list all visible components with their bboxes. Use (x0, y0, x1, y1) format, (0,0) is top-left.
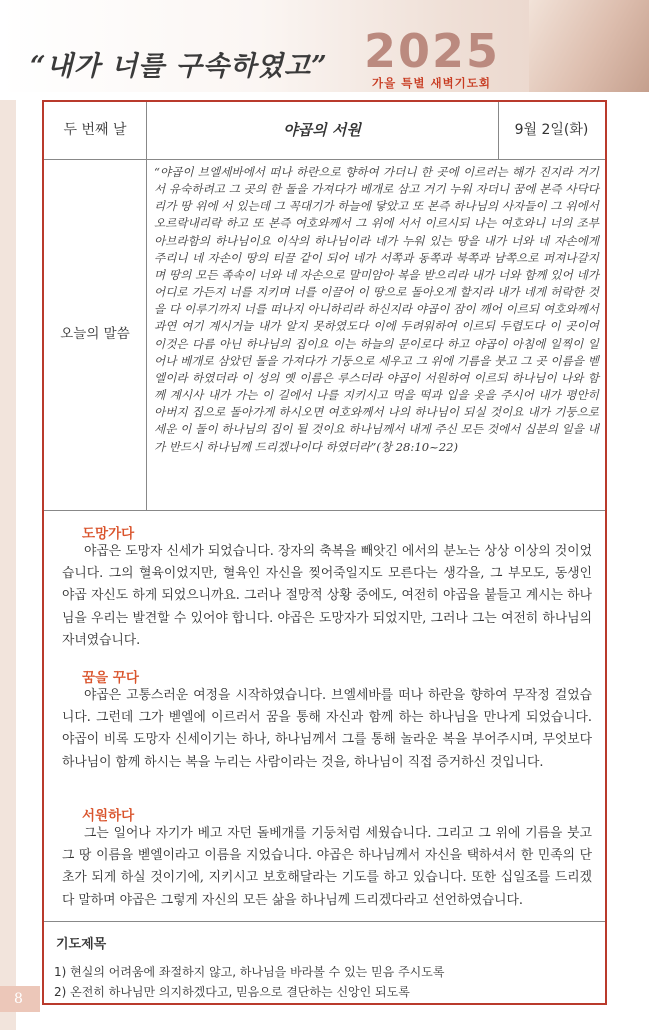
day-label: 두 번째 날 (44, 102, 147, 159)
sermon-body (44, 510, 605, 922)
event-subtitle: 가을 특별 새벽기도회 (372, 76, 491, 90)
todays-word-label: 오늘의 말씀 (44, 159, 147, 510)
section-heading: 서원하다 (82, 808, 135, 824)
prayer-section (44, 921, 605, 1003)
title-row (44, 102, 605, 160)
prayer-heading: 기도제목 (56, 937, 107, 952)
scripture-row (44, 159, 605, 511)
handwritten-title: “내가 너를 구속하였고” (30, 51, 328, 82)
scripture-text: “야곱이 브엘세바에서 떠나 하란으로 향하여 가더니 한 곳에 이르러는 해가 진지라 거기서 유숙하려고 그 곳의 한 돌을 가져다가 베개로 삼고 거기 누워 자더니 꿈에 본즉 사닥다리가 땅 위에 서 있는데 그 꼭대기가 하늘에 닿았고 또 본즉 하나님의 사자들이 그 위에서 오르락내리락 하고 또 본즉 여호와께서 그 위에 서서 이르시되 나는 여호와니 너의 조부 아브라함의 하나님이요 이삭의 하나님이라 네가 누워 있는 땅을 내가 너와 네 자손에게 주리니 네 자손이 땅의 티끌 같이 되어 네가 서쪽과 동쪽과 북쪽과 남쪽으로 퍼져나갈지며 땅의 모든 족속이 너와 네 자손으로 말미암아 복을 받으리라 내가 너와 함께 있어 네가 어디로 가든지 너를 지키며 너를 이끌어 이 땅으로 돌아오게 할지라 내가 네게 허락한 것을 다 이루기까지 너를 떠나지 아니하리라 하신지라 야곱이 잠이 깨어 이르되 여호와께서 과연 여기 계시거늘 내가 알지 못하였도다 이에 두려워하여 이르되 두렵도다 이 곳이여 이것은 다름 아닌 하나님의 집이요 이는 하늘의 문이로다 하고 야곱이 아침에 일찍이 일어나 베개로 삼았던 돌을 가져다가 기둥으로 세우고 그 위에 기름을 붓고 그 곳 이름을 벧엘이라 하였더라 이 성의 옛 이름은 루스더라 야곱이 서원하여 이르되 하나님이 나와 함께 계시사 내가 가는 이 길에서 나를 지키시고 먹을 떡과 입을 옷을 주시어 내가 평안히 아버지 집으로 돌아가게 하시오면 여호와께서 나의 하나님이 되실 것이요 내가 기둥으로 세운 이 돌이 하나님의 집이 될 것이요 하나님께서 내게 주신 모든 것에서 십분의 일을 내가 반드시 하나님께 드리겠나이다 하였더라”(창 28:10~22) (154, 165, 599, 454)
section-body: 그는 일어나 자기가 베고 자던 돌베개를 기둥처럼 세웠습니다. 그리고 그 위에 기름을 붓고 그 땅 이름을 벧엘이라고 이름을 지었습니다. 야곱은 하나님께서 자신을 택하셔서 한 민족의 단초가 되게 하실 것이기에, 지키시고 보호해달라는 기도를 하고 있습니다. 또한 십일조를 드리겠다 말하며 야곱은 그렇게 자신의 모든 삶을 하나님께 드리겠다라고 선언하였습니다. (62, 826, 592, 908)
section-heading: 도망가다 (82, 526, 135, 542)
devotional-table (42, 100, 607, 1005)
prayer-item: 1) 현실의 어려움에 좌절하지 않고, 하나님을 바라볼 수 있는 믿음 주시도록 (54, 965, 445, 979)
date-label: 9월 2일(화) (514, 122, 589, 138)
section-body: 야곱은 도망자 신세가 되었습니다. 장자의 축복을 빼앗긴 에서의 분노는 상상 이상의 것이었습니다. 그의 혈육이었지만, 혈육인 자신을 찢어죽일지도 모른다는 생각을, 그 부모도, 동생인 야곱 자신도 하게 되었으니까요. 그러나 절망적 상황 중에도, 여전히 야곱을 붙들고 계시는 하나님을 우리는 발견할 수 있어야 합니다. 야곱은 도망자가 되었지만, 그러나 그는 여전히 하나님의 자녀였습니다. (62, 544, 592, 648)
left-side-bar (0, 100, 16, 1030)
header-photo (529, 0, 649, 92)
page-number: 8 (0, 986, 40, 1012)
sermon-title: 야곱의 서원 (146, 102, 499, 159)
section-heading: 꿈을 꾸다 (82, 670, 139, 686)
prayer-item: 2) 온전히 하나님만 의지하겠다고, 믿음으로 결단하는 신앙인 되도록 (54, 985, 410, 999)
section-body: 야곱은 고통스러운 여정을 시작하였습니다. 브엘세바를 떠나 하란을 향하여 무작정 걸었습니다. 그런데 그가 벧엘에 이르러서 꿈을 통해 자신과 함께 하는 하나님을 만나게 되었습니다. 야곱이 비록 도망자 신세이기는 하나, 하나님께서 그를 통해 놀라운 복을 부어주시며, 무엇보다 하나님이 함께 하시는 복을 누리는 사람이라는 것을, 하나님이 직접 증거하신 것입니다. (62, 688, 592, 770)
year-logo: 2025 (364, 24, 501, 78)
